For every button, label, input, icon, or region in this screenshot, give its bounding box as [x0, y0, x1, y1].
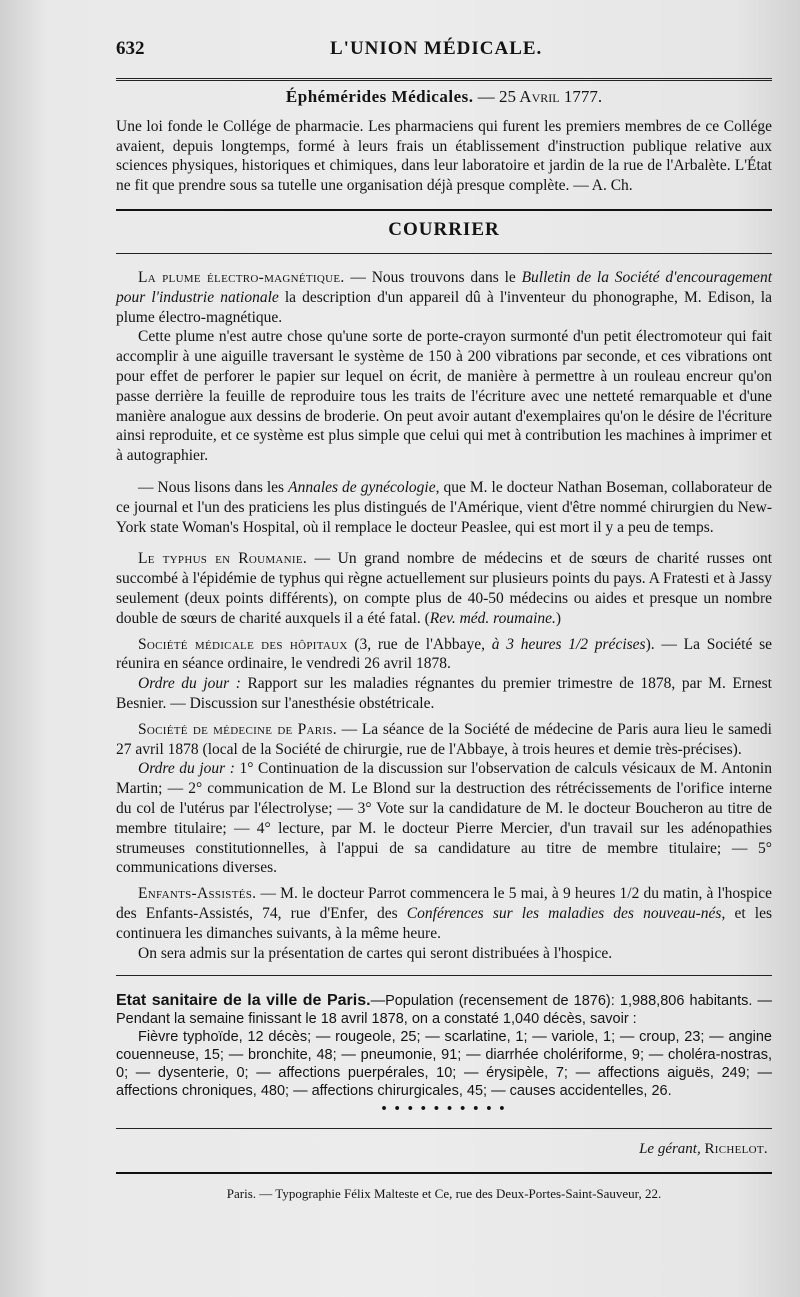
- medecine-paris-paragraph: [116, 720, 772, 760]
- enfants-paragraph: [116, 884, 772, 943]
- plume-lead: — Nous trouvons dans le: [344, 269, 522, 286]
- etat-sanitaire: [116, 992, 772, 1118]
- ephemerides-date: — 25 Avril 1777.: [477, 87, 603, 106]
- hopitaux-ordre-label: Ordre du jour :: [138, 675, 241, 693]
- medecine-paris-text: — La séance de la Société de médecine de Paris aura lieu le samedi 27 avril 1878 (local de la Société de chirurgie, rue de l'Abbaye, à trois heures et demie très-précises).: [116, 720, 772, 758]
- etat-heading: Etat sanitaire de la ville de Paris.: [116, 992, 371, 1010]
- etat-details: Fièvre typhoïde, 12 décès; — rougeole, 25; — scarlatine, 1; — variole, 1; — croup, 23; — angine couenneuse, 15; — bronchite, 48; — pneumonie, 91; — diarrhée cholériforme, 9; — choléra-nostras, 0; — dysenterie, 0; — affections puerpérales, 10; — érysipèle, 7; — affections aiguës, 249; — affections chroniques, 480; — affections chirurgicales, 45; — causes accidentelles, 26.: [116, 1029, 772, 1100]
- signature: [116, 1141, 772, 1158]
- plume-paragraph-2: Cette plume n'est autre chose qu'une sorte de porte-crayon surmonté d'un petit électromoteur qui fait accomplir à une aiguille traversant le système de 150 à 200 vibrations par seconde, et ces vibrations ont pour effet de perforer le papier sur lequel on écrit, de manière à permettre à un rouleau encreur qu'on passe derrière la feuille de reproduire tous les traits de l'écriture avec une netteté remarquable et d'une manière analogue aux dessins de broderie. On peut avoir autant d'exemplaires qu'on le désire de l'écriture ainsi reproduite, et ce système est plus simple que celui qui met à contribution les machines à imprimer et à autographier.: [116, 328, 772, 465]
- enfants-text: — M. le docteur Parrot commencera le 5 mai, à 9 heures 1/2 du matin, à l'hospice des Enfants-Assistés, 74, rue d'Enfer, des: [116, 885, 772, 922]
- enfants-source: Conférences sur les maladies des nouveau-nés: [406, 904, 722, 922]
- ephemerides-text: Une loi fonde le Collége de pharmacie. Les pharmaciens qui furent les premiers membres de ce Collége avaient, depuis longtemps, formé à leurs frais un établissement d'instruction publique relative aux sciences physiques, historiques et chimiques, dans leur laboratoire et jardin de la rue de l'Arbalète. L'État ne fit que prendre sous sa tutelle une organisation déjà presque complète. — A. Ch.: [116, 118, 772, 194]
- medecine-paris-ordre: [116, 759, 772, 878]
- gynecologie-paragraph: [116, 478, 772, 537]
- hopitaux-time: à 3 heures 1/2 précises: [491, 635, 646, 653]
- etat-rule: [116, 975, 772, 976]
- typhus-label: Le typhus en Roumanie.: [138, 550, 308, 568]
- typhus-text: — Un grand nombre de médecins et de sœurs de charité russes ont succombé à l'épidémie de typhus qui règne actuellement sur plusieurs points du pays. A Fratesti et à Jassy seulement (deux points différents), on compte plus de 40-50 médecins ou aides et presque un nombre double de sœurs de charité auxquels il a été fatal. (: [116, 550, 773, 627]
- medecine-paris-ordre-label: Ordre du jour :: [138, 760, 235, 778]
- enfants-rest: , et les continuera les dimanches suivants, à la même heure.: [116, 904, 773, 942]
- hopitaux-label: Société médicale des hôpitaux: [138, 635, 348, 653]
- hopitaux-ordre-text: Rapport sur les maladies régnantes du premier trimestre de 1878, par M. Ernest Besnier. — Discussion sur l'anesthésie obstétricale.: [116, 675, 772, 712]
- gerant-name: Richelot.: [704, 1141, 768, 1158]
- ephemerides-title: Éphémérides Médicales.: [285, 87, 474, 106]
- plume-rest: la description d'un appareil dû à l'inventeur du phonographe, M. Edison, la plume électro-magnétique.: [116, 288, 772, 326]
- plume-source: Bulletin de la Société d'encouragement pour l'industrie nationale: [116, 269, 772, 306]
- journal-title: L'UNION MÉDICALE.: [330, 38, 543, 59]
- typhus-paragraph: [116, 549, 772, 628]
- hopitaux-ordre: [116, 674, 772, 714]
- medecine-paris-ordre-text: 1° Continuation de la discussion sur l'observation de calculs vésicaux de M. Antonin Martin; — 2° communication de M. Le Blond sur la destruction des rétrécissements de l'orifice interne du col de l'utérus par l'électrolyse; — 3° Vote sur la candidature de M. le docteur Boucheron au titre de membre titulaire; — 4° lecture, par M. le docteur Pierre Mercier, d'un travail sur les adénopathies strumeuses constitutionnelles, à l'appui de sa candidature au titre de membre titulaire; — 5° communications diverses.: [116, 760, 772, 877]
- gerant-label: Le gérant,: [639, 1141, 701, 1158]
- gynecologie-source: Annales de gynécologie: [288, 478, 436, 496]
- typhus-close: ): [555, 609, 562, 627]
- gynecologie-lead: — Nous lisons dans les: [138, 478, 289, 496]
- medecine-paris-label: Société de médecine de Paris.: [138, 720, 337, 738]
- footer-rule: [116, 1128, 772, 1129]
- page-number: 632: [116, 38, 145, 59]
- courrier-rule: [116, 253, 772, 254]
- section-rule: [116, 209, 772, 211]
- etat-intro-paragraph: [116, 992, 772, 1028]
- courrier-heading: COURRIER: [388, 219, 500, 240]
- etat-stars: • • • • • • • • • •: [381, 1101, 507, 1118]
- plume-paragraph: [116, 268, 772, 327]
- printer-line: Paris. — Typographie Félix Malteste et Ce, rue des Deux-Portes-Saint-Sauveur, 22.: [226, 1186, 662, 1202]
- header-rule: [116, 78, 772, 81]
- etat-intro: —Population (recensement de 1876): 1,988,806 habitants. — Pendant la semaine finissant le 18 avril 1878, on a constaté 1,040 décès, savoir :: [116, 993, 772, 1028]
- hopitaux-address: (3, rue de l'Abbaye,: [347, 635, 492, 653]
- plume-label: La plume électro-magnétique.: [138, 269, 345, 286]
- ephemerides-heading: [116, 87, 772, 107]
- enfants-paragraph-2: On sera admis sur la présentation de cartes qui seront distribuées à l'hospice.: [138, 944, 613, 962]
- running-head: [116, 38, 772, 78]
- typhus-source: Rev. méd. roumaine.: [429, 609, 556, 627]
- gynecologie-rest: , que M. le docteur Nathan Boseman, collaborateur de ce journal et l'un des praticiens les plus distingués de l'Amérique, vient d'être nommé chirurgien du New-York state Woman's Hospital, où il remplace le docteur Peaslee, qui est mort il y a peu de temps.: [116, 478, 772, 536]
- hopitaux-paragraph: [116, 635, 772, 675]
- enfants-label: Enfants-Assistés.: [138, 885, 257, 903]
- courrier-body: [116, 268, 772, 963]
- printer-rule: [116, 1172, 772, 1174]
- hopitaux-rest: ). — La Société se réunira en séance ordinaire, le vendredi 26 avril 1878.: [116, 635, 772, 673]
